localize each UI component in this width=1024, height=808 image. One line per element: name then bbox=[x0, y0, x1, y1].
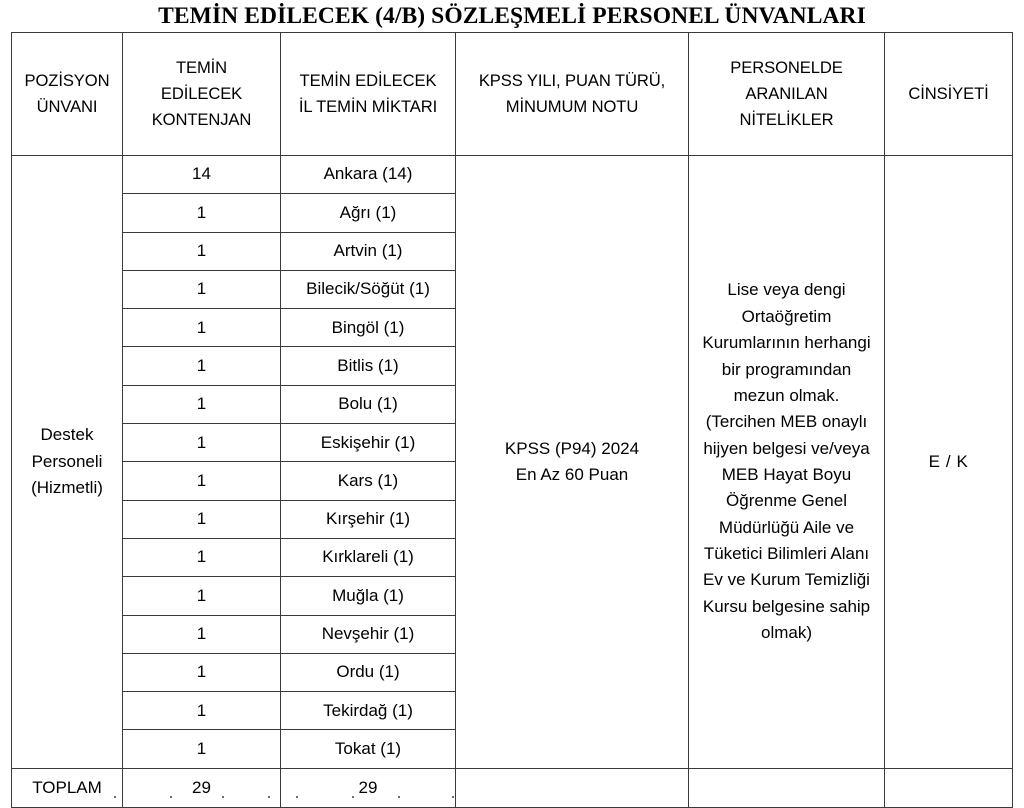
quota-cell: 1 bbox=[123, 500, 281, 538]
qualification-line: Ev ve Kurum Temizliği bbox=[703, 570, 870, 590]
qualification-line: Kursu belgesine sahip bbox=[702, 596, 871, 616]
qualification-line: Müdürlüğü Aile ve bbox=[718, 517, 855, 537]
quota-cell: 1 bbox=[123, 577, 281, 615]
header-line: EDİLECEK bbox=[160, 84, 243, 104]
table-header bbox=[12, 33, 1013, 156]
gender-cell: E / K bbox=[885, 156, 1013, 769]
qualification-line: Lise veya dengi bbox=[727, 280, 846, 300]
quota-cell: 1 bbox=[123, 615, 281, 653]
qualification-line: MEB Hayat Boyu bbox=[721, 464, 852, 484]
header-line: KPSS YILI, PUAN TÜRÜ, bbox=[478, 71, 666, 91]
quota-cell: 1 bbox=[123, 462, 281, 500]
scan-artifact-dots bbox=[0, 794, 1024, 804]
header-line: NİTELİKLER bbox=[739, 109, 834, 129]
header-line: PERSONELDE bbox=[730, 58, 843, 78]
province-cell: Kars (1) bbox=[281, 462, 456, 500]
province-cell: Muğla (1) bbox=[281, 577, 456, 615]
province-cell: Bolu (1) bbox=[281, 385, 456, 423]
header-row bbox=[12, 33, 1013, 156]
total-province: 29 bbox=[281, 768, 456, 807]
position-line: (Hizmetli) bbox=[31, 478, 103, 498]
quota-cell: 1 bbox=[123, 232, 281, 270]
column-header-gender bbox=[885, 33, 1013, 156]
header-line: ÜNVANI bbox=[36, 97, 98, 116]
header-line: CİNSİYETİ bbox=[908, 84, 989, 104]
quota-cell: 1 bbox=[123, 730, 281, 768]
qualification-line: Tüketici Bilimleri Alanı bbox=[703, 543, 870, 563]
column-header-position bbox=[12, 33, 123, 156]
header-line: MİNUMUM NOTU bbox=[505, 97, 639, 116]
header-line: TEMİN EDİLECEK bbox=[299, 71, 437, 91]
qualification-line: bir programından bbox=[721, 359, 852, 379]
province-cell: Eskişehir (1) bbox=[281, 424, 456, 462]
header-line: POZİSYON bbox=[24, 71, 110, 91]
personnel-table-wrapper bbox=[11, 32, 1012, 808]
qualification-line: hijyen belgesi ve/veya bbox=[703, 438, 870, 458]
personnel-table bbox=[11, 32, 1013, 808]
column-header-kpss bbox=[456, 33, 689, 156]
page-title: TEMİN EDİLECEK (4/B) SÖZLEŞMELİ PERSONEL ÜNVANLARI bbox=[158, 3, 866, 29]
qualification-line: mezun olmak. bbox=[733, 385, 840, 405]
quota-cell: 14 bbox=[123, 156, 281, 194]
province-cell: Ordu (1) bbox=[281, 653, 456, 691]
column-header-qualifications bbox=[689, 33, 885, 156]
qualification-line: Öğrenme Genel bbox=[726, 491, 847, 511]
province-cell: Tokat (1) bbox=[281, 730, 456, 768]
table-body bbox=[12, 156, 1013, 808]
quota-cell: 1 bbox=[123, 424, 281, 462]
qualification-line: (Tercihen MEB onaylı bbox=[705, 412, 868, 432]
qualification-line: Ortaöğretim bbox=[741, 306, 832, 326]
province-cell: Bilecik/Söğüt (1) bbox=[281, 270, 456, 308]
column-header-province bbox=[281, 33, 456, 156]
quota-cell: 1 bbox=[123, 653, 281, 691]
quota-cell: 1 bbox=[123, 270, 281, 308]
header-line: TEMİN bbox=[175, 58, 228, 78]
qualifications-cell bbox=[689, 156, 885, 769]
quota-cell: 1 bbox=[123, 692, 281, 730]
header-line: KONTENJAN bbox=[151, 109, 252, 129]
province-cell: Kırklareli (1) bbox=[281, 538, 456, 576]
province-cell: Bitlis (1) bbox=[281, 347, 456, 385]
header-line: İL TEMİN MİKTARI bbox=[298, 97, 438, 116]
header-line: ARANILAN bbox=[745, 84, 828, 104]
kpss-line: En Az 60 Puan bbox=[515, 464, 629, 484]
province-cell: Tekirdağ (1) bbox=[281, 692, 456, 730]
quota-cell: 1 bbox=[123, 194, 281, 232]
province-cell: Artvin (1) bbox=[281, 232, 456, 270]
kpss-line: KPSS (P94) 2024 bbox=[504, 438, 640, 458]
province-cell: Bingöl (1) bbox=[281, 309, 456, 347]
column-header-quota bbox=[123, 33, 281, 156]
qualification-line: olmak) bbox=[760, 622, 812, 642]
position-title-cell bbox=[12, 156, 123, 769]
province-cell: Ankara (14) bbox=[281, 156, 456, 194]
province-cell: Kırşehir (1) bbox=[281, 500, 456, 538]
position-line: Destek bbox=[40, 425, 94, 445]
table-row bbox=[12, 156, 1013, 194]
total-quota: 29 bbox=[123, 768, 281, 807]
quota-cell: 1 bbox=[123, 347, 281, 385]
quota-cell: 1 bbox=[123, 538, 281, 576]
qualification-line: Kurumlarının herhangi bbox=[702, 333, 871, 353]
province-cell: Ağrı (1) bbox=[281, 194, 456, 232]
province-cell: Nevşehir (1) bbox=[281, 615, 456, 653]
quota-cell: 1 bbox=[123, 309, 281, 347]
position-line: Personeli bbox=[31, 451, 103, 471]
quota-cell: 1 bbox=[123, 385, 281, 423]
total-label: TOPLAM bbox=[12, 768, 123, 807]
kpss-requirement-cell bbox=[456, 156, 689, 769]
